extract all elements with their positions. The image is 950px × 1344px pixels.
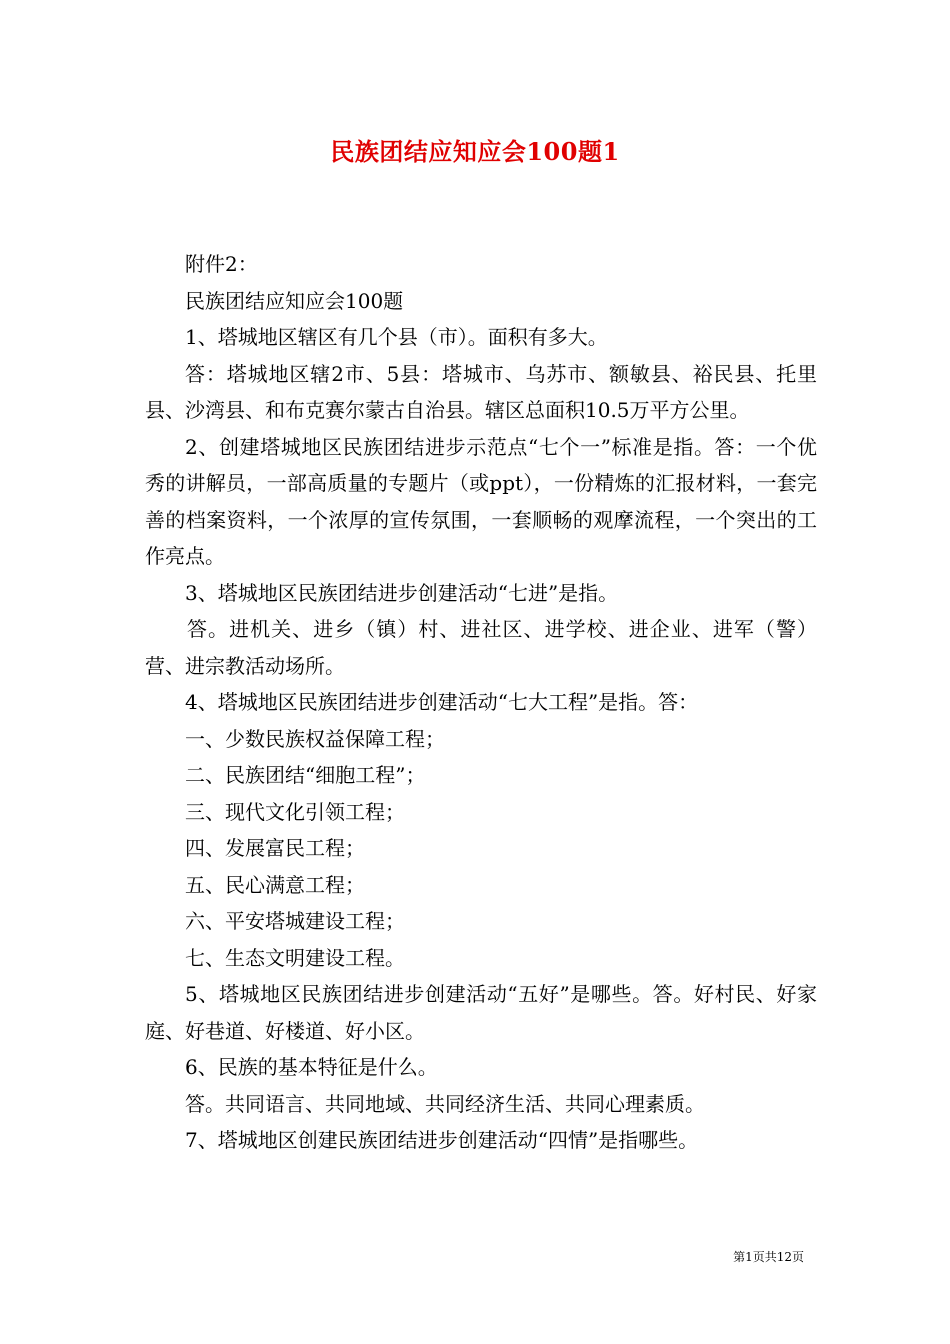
page-number: 第1页共12页 [733, 1250, 804, 1264]
paragraph-subtitle: 民族团结应知应会100题 [185, 288, 404, 313]
question-2: 2、创建塔城地区民族团结进步示范点“七个一”标准是指。答：一个优秀的讲解员，一部高质量的专题片（或ppt），一份精炼的汇报材料，一套完善的档案资料，一个浓厚的宣传氛围，一套顺畅的观摩流程，一个突出的工作亮点。 [145, 434, 817, 568]
document-body [145, 246, 817, 1159]
document-title: 民族团结应知应会100题1 [330, 137, 620, 166]
question-5: 5、塔城地区民族团结进步创建活动“五好”是哪些。答。好村民、好家庭、好巷道、好楼道、好小区。 [145, 982, 817, 1043]
question-1: 1、塔城地区辖区有几个县（市）。面积有多大。 [185, 325, 608, 349]
list-item: 一、少数民族权益保障工程； [185, 726, 445, 751]
question-4: 4、塔城地区民族团结进步创建活动“七大工程”是指。答： [185, 690, 699, 714]
paragraph-attachment: 附件2： [185, 252, 258, 276]
list-item: 四、发展富民工程； [185, 836, 365, 860]
question-3: 3、塔城地区民族团结进步创建活动“七进”是指。 [185, 580, 619, 605]
question-6: 6、民族的基本特征是什么。 [185, 1055, 438, 1079]
list-item: 二、民族团结“细胞工程”； [185, 763, 426, 787]
answer-1: 答：塔城地区辖2市、5县：塔城市、乌苏市、额敏县、裕民县、托里县、沙湾县、和布克赛尔蒙古自治县。辖区总面积10.5万平方公里。 [145, 361, 817, 422]
list-item: 七、生态文明建设工程。 [185, 945, 405, 970]
list-item: 六、平安塔城建设工程； [185, 909, 405, 933]
list-item: 五、民心满意工程； [185, 872, 365, 897]
list-item: 三、现代文化引领工程； [185, 799, 405, 824]
question-7: 7、塔城地区创建民族团结进步创建活动“四情”是指哪些。 [185, 1128, 699, 1152]
answer-3: 答。进机关、进乡（镇）村、进社区、进学校、进企业、进军（警）营、进宗教活动场所。 [145, 617, 817, 678]
answer-6: 答。共同语言、共同地域、共同经济生活、共同心理素质。 [185, 1091, 705, 1116]
